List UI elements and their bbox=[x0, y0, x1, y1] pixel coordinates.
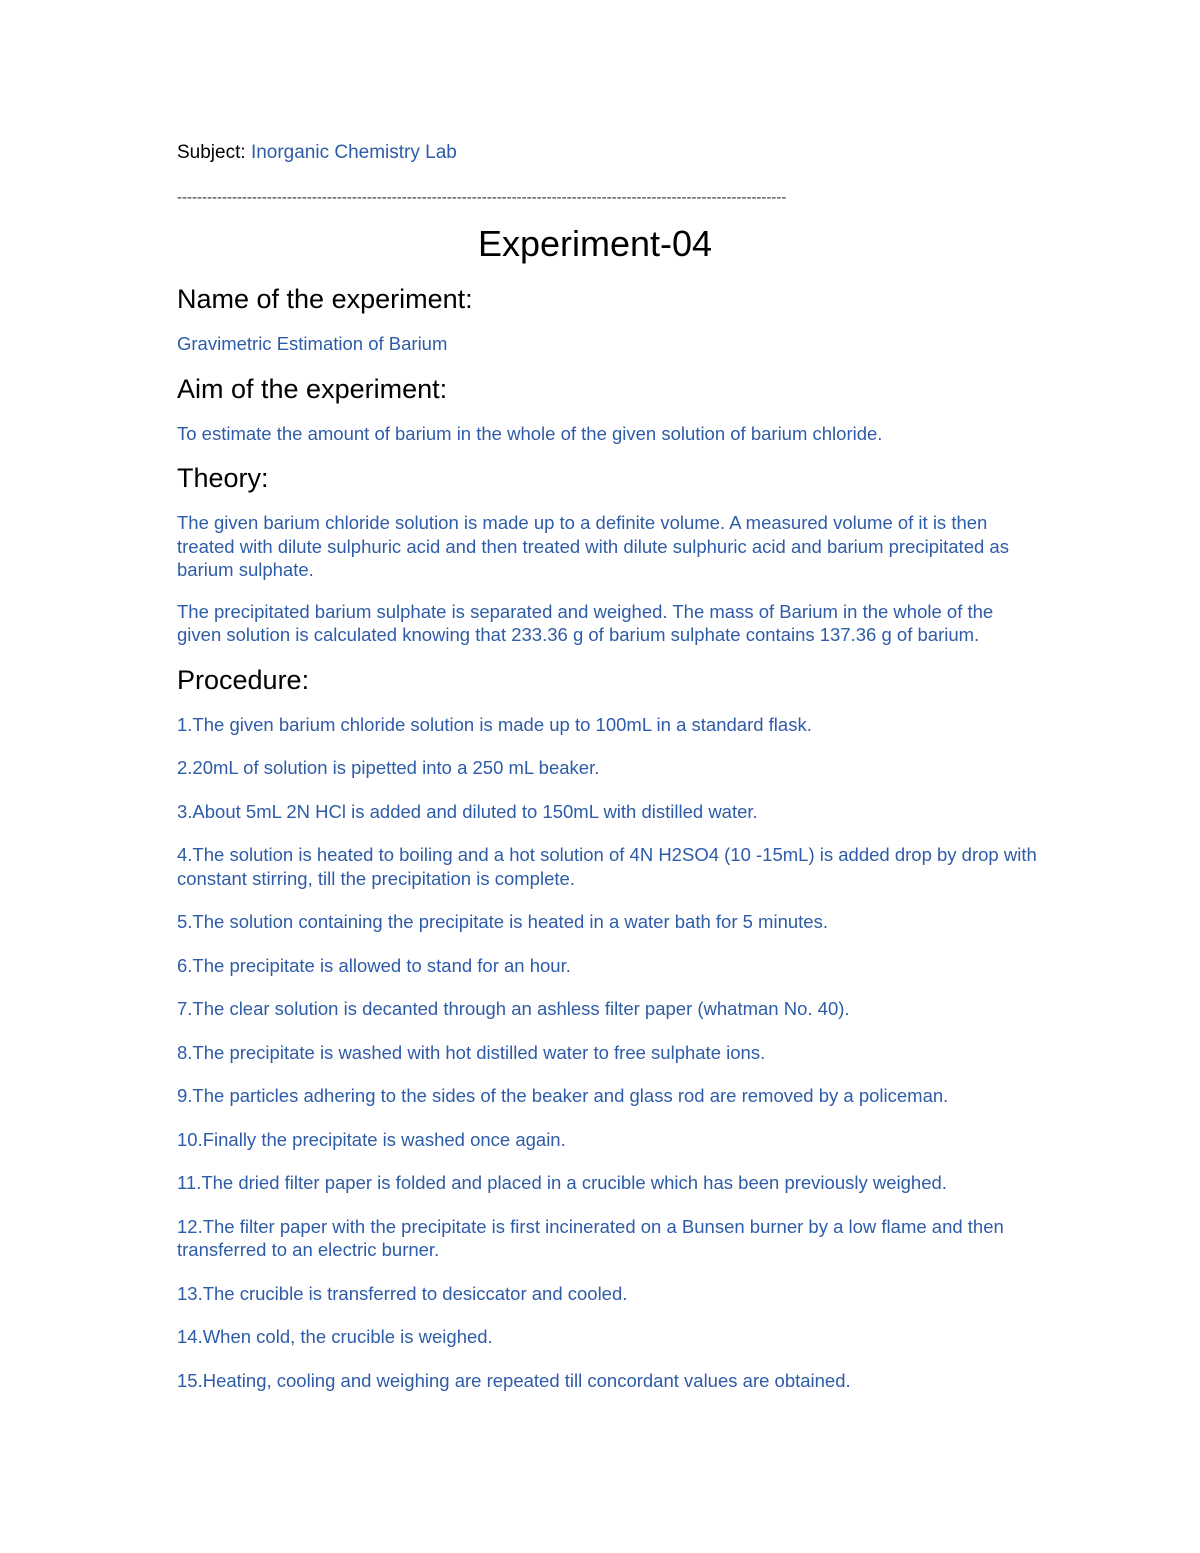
procedure-step: 8.The precipitate is washed with hot distilled water to free sulphate ions. bbox=[177, 1041, 766, 1063]
subject-label: Subject: bbox=[177, 142, 246, 163]
procedure-list bbox=[177, 713, 1037, 1393]
dashed-divider: -------------------------------------------------------------------------------------------------------------------------- bbox=[177, 189, 787, 206]
procedure-step: 6.The precipitate is allowed to stand for an hour. bbox=[177, 954, 571, 976]
procedure-step: 4.The solution is heated to boiling and a hot solution of 4N H2SO4 (10 -15mL) is added drop by drop with constant stirring, till the precipitation is complete. bbox=[177, 844, 1037, 889]
subject-line bbox=[177, 140, 1037, 166]
procedure-step: 9.The particles adhering to the sides of the beaker and glass rod are removed by a policeman. bbox=[177, 1085, 949, 1106]
name-heading: Name of the experiment: bbox=[177, 284, 473, 314]
procedure-step: 5.The solution containing the precipitate is heated in a water bath for 5 minutes. bbox=[177, 911, 828, 932]
subject-value: Inorganic Chemistry Lab bbox=[250, 142, 457, 163]
name-text: Gravimetric Estimation of Barium bbox=[177, 333, 448, 354]
procedure-step: 1.The given barium chloride solution is made up to 100mL in a standard flask. bbox=[177, 713, 812, 735]
procedure-step: 7.The clear solution is decanted through an ashless filter paper (whatman No. 40). bbox=[177, 998, 850, 1019]
procedure-step: 12.The filter paper with the precipitate is first incinerated on a Bunsen burner by a low flame and then transferred to an electric burner. bbox=[177, 1215, 1004, 1260]
aim-text: To estimate the amount of barium in the whole of the given solution of barium chloride. bbox=[177, 422, 883, 444]
procedure-step: 11.The dried filter paper is folded and placed in a crucible which has been previously weighed. bbox=[177, 1172, 947, 1193]
procedure-heading: Procedure: bbox=[177, 664, 310, 695]
document-content bbox=[177, 140, 1037, 1392]
procedure-step: 15.Heating, cooling and weighing are repeated till concordant values are obtained. bbox=[177, 1369, 851, 1391]
aim-heading: Aim of the experiment: bbox=[177, 373, 448, 404]
procedure-step: 13.The crucible is transferred to desiccator and cooled. bbox=[177, 1282, 628, 1304]
theory-paragraph-1: The given barium chloride solution is made up to a definite volume. A measured volume of it is then treated with dilute sulphuric acid and then treated with dilute sulphuric acid and barium precipitated as barium sulphate. bbox=[177, 512, 1009, 580]
theory-heading: Theory: bbox=[177, 463, 269, 493]
procedure-step: 14.When cold, the crucible is weighed. bbox=[177, 1326, 493, 1347]
procedure-step: 2.20mL of solution is pipetted into a 250 mL beaker. bbox=[177, 757, 600, 778]
procedure-step: 10.Finally the precipitate is washed once again. bbox=[177, 1128, 566, 1150]
procedure-step: 3.About 5mL 2N HCl is added and diluted to 150mL with distilled water. bbox=[177, 800, 758, 822]
page-title: Experiment-04 bbox=[477, 223, 713, 264]
theory-paragraph-2: The precipitated barium sulphate is separated and weighed. The mass of Barium in the whole of the given solution is calculated knowing that 233.36 g of barium sulphate contains 137.36 g of barium. bbox=[177, 600, 994, 645]
